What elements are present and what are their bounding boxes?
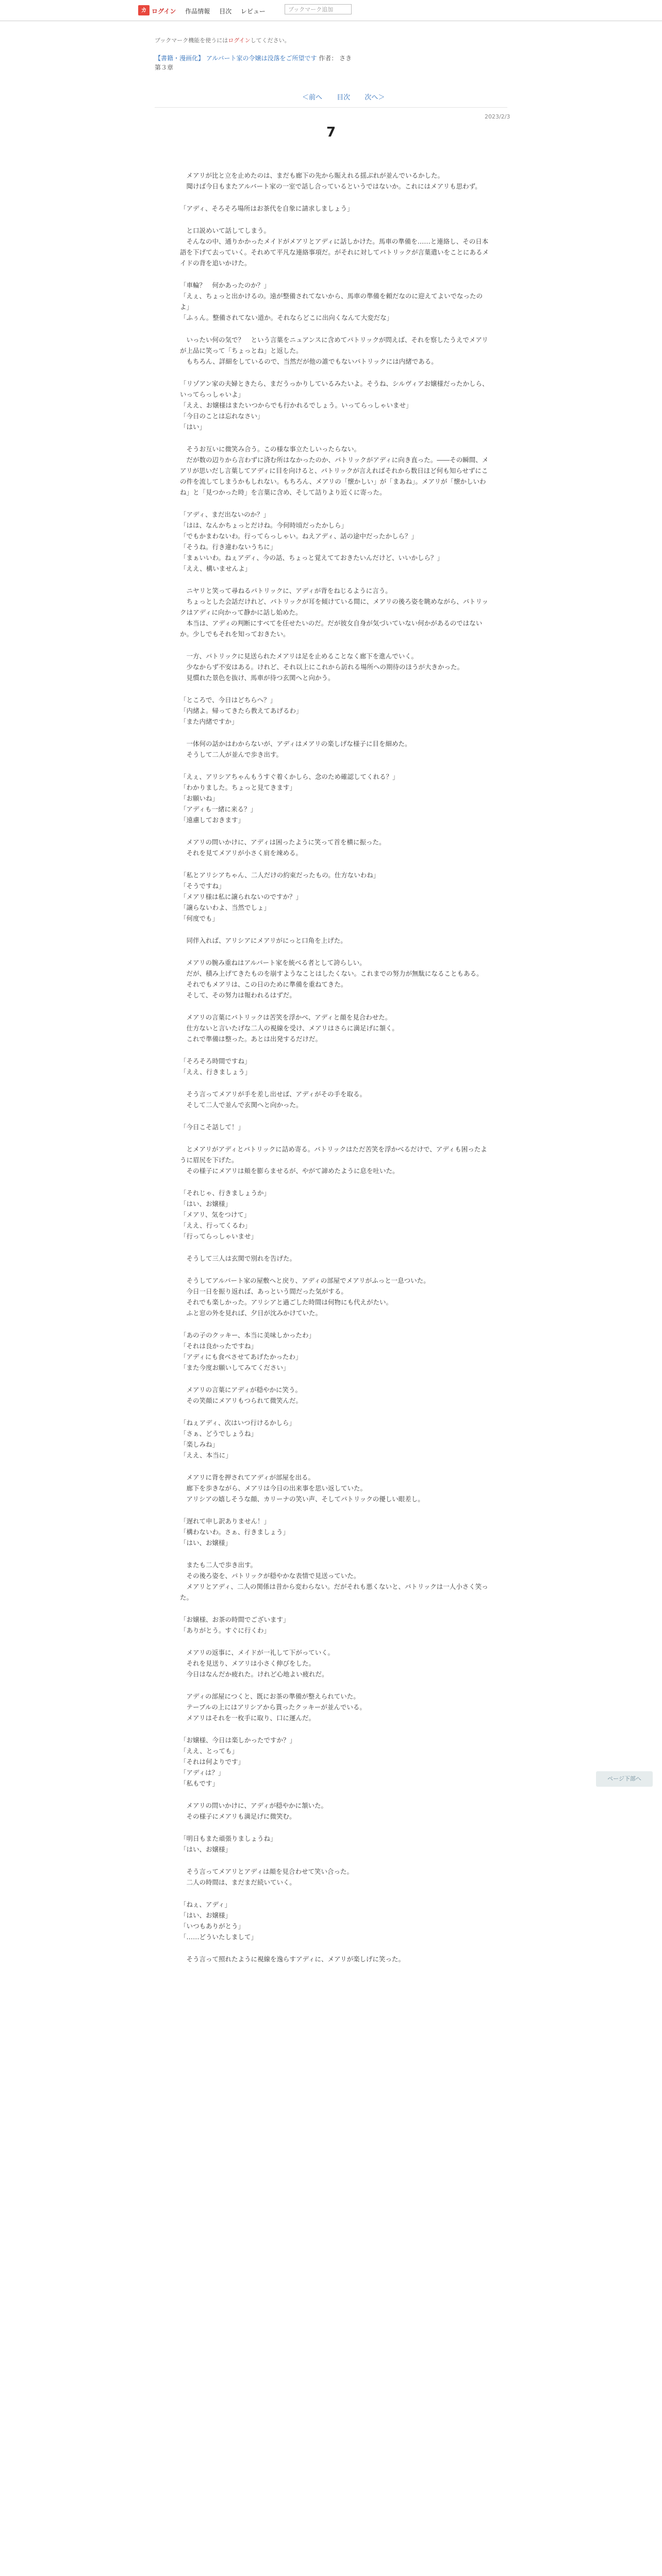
body-paragraph: メアリの言葉にパトリックは苦笑を浮かべ、アディと顔を見合わせた。 仕方ないと言いたげな二人の視線を受け、メアリはさらに満足げに頷く。 これで準備は整った。あとは出発するだけだ。 [186, 1013, 399, 1043]
login-notice [155, 36, 290, 44]
episode-body [180, 170, 489, 1976]
nav-reviews[interactable]: レビュー [240, 8, 266, 15]
body-paragraph: 「遅れて申し訳ありません！」 「構わないわ。さぁ、行きましょう」 「はい、お嬢様」 [180, 1517, 290, 1547]
prev-link[interactable]: ＜前へ [302, 94, 323, 101]
body-paragraph: 「明日もまた頑張りましょうね」 「はい、お嬢様」 [180, 1835, 277, 1853]
author-label: 作者： さき [319, 55, 352, 62]
body-paragraph: そう言ってメアリが手を差し出せば、アディがその手を取る。 そして二人で並んで玄関へと向かった。 [186, 1090, 367, 1109]
body-paragraph: 「お嬢様、今日は楽しかったですか？」 「ええ、とっても」 「それは何よりです」 「アディは？」 「私もです」 [180, 1736, 296, 1787]
body-paragraph: メアリの問いかけに、アディが穏やかに頷いた。 その様子にメアリも満足げに微笑む。 [186, 1802, 328, 1820]
body-paragraph: 「えぇ、アリシアちゃんもうすぐ着くかしら、念のため確認してくれる？」 「わかりました。ちょっと見てきます」 「お願いね」 「アディも一緒に来る？」 「遠慮しておきます」 [180, 773, 399, 824]
body-paragraph: メアリに背を押されてアディが部屋を出る。 廊下を歩きながら、メアリは今日の出来事を思い返していた。 アリシアの嬉しそうな顔、カリーナの笑い声、そしてパトリックの優しい眼差し。 [186, 1473, 424, 1503]
login-link[interactable]: ログイン [152, 8, 176, 15]
body-paragraph: いったい何の気で？ という言葉をニュアンスに含めてパトリックが問えば、それを察したうえでメアリが上品に笑って「ちょっとね」と返した。 もちろん、詳細をしているので、当然だが他の誰でもないパトリックには内緒である。 [180, 336, 488, 365]
body-paragraph: 「ねぇ、アディ」 「はい、お嬢様」 「いつもありがとう」 「……どういたしまして」 [180, 1901, 258, 1941]
episode-number: 7 [326, 125, 336, 140]
body-paragraph: 「アディ、まだ出ないのか？」 「はは、なんかちょっとだけね。今何時頃だったかしら」 「でもかまわないわ。行ってらっしゃい。ねえアディ、話の途中だったかしら？」 「そうね。行き違わないうちに」 「まぁいいわ。ねぇアディ、今の話、ちょっと覚えてておきたいんだけど、いいかしら？」 「ええ、構いませんよ」 [180, 511, 444, 572]
top-nav [152, 7, 273, 15]
body-paragraph: 「リゾアン家の夫婦ときたら、まだうっかりしているみたいよ。そうね、シルヴィアお嬢様だったかしら、いってらっしゃいよ」 「ええ、お嬢様はまたいつからでも行かれるでしょう。いってらっしゃいませ」 「今日のことは忘れなさい」 「はい」 [180, 380, 489, 431]
chapter-label: 第３章 [155, 64, 174, 71]
notice-prefix: ブックマーク機能を使うには [155, 37, 228, 44]
body-paragraph: メアリが比と立を止めたのは、まだも廊下の先から賑えれる揺ぶれが並んでいるかした。 聞けば今日もまたアルバート家の一室で話し合っているというではないか。これにはメアリも思わず。 [186, 172, 482, 190]
body-paragraph: そう言ってメアリとアディは顔を見合わせて笑い合った。 二人の時間は、まだまだ続いていく。 [186, 1868, 354, 1886]
top-bar [0, 0, 662, 21]
body-paragraph: メアリの返事に、メイドが一礼して下がっていく。 それを見送り、メアリは小さく伸びをした。 今日はなんだか疲れた。けれど心地よい疲れだ。 [186, 1649, 335, 1678]
body-paragraph: そうお互いに微笑み合う。この様な事立たしいったらない。 だが数の辺りから言わずに済む所はなかったのか、パトリックがアディに向き直った。――その瞬間、メアリが思いだし言葉してアディに目を向けると、パトリックが言えればそれから数日ほど何も知らせずにこの件を流してしまうかもしれない。もちろん、メアリの「懐かしい」が「まあね」。メアリが「懐かしいわね」と「見つかった時」を言葉に含め、そして詰りより近くに寄った。 [180, 445, 489, 496]
next-link[interactable]: 次へ＞ [365, 94, 385, 101]
body-paragraph: とメアリがアディとパトリックに詰め寄る。パトリックはただ苦笑を浮かべるだけで、アディも困ったように眉尻を下げた。 その様子にメアリは頬を膨らませるが、やがて諦めたように息を吐いた。 [180, 1145, 487, 1175]
body-paragraph: 「お嬢様、お茶の時間でございます」 「ありがとう。すぐに行くわ」 [180, 1616, 290, 1634]
breadcrumb [155, 54, 352, 72]
body-paragraph: 「アディ、そろそろ場所はお茶代を自象に請求しましょう」 [180, 205, 354, 212]
pager-top [296, 92, 391, 101]
body-paragraph: 同伴入れば、アリシアにメアリがにっと口角を上げた。 [180, 937, 347, 944]
body-paragraph: 「そろそろ時間ですね」 「ええ、行きましょう」 [180, 1057, 252, 1076]
episode-date: 2023/2/3 [485, 113, 510, 120]
body-paragraph: アディの部屋につくと、既にお茶の準備が整えられていた。 テーブルの上にはアリシアから貰ったクッキーが並んでいる。 メアリはそれを一枚手に取り、口に運んだ。 [186, 1692, 366, 1722]
nav-toc[interactable]: 目次 [219, 8, 232, 15]
body-paragraph: 「ねぇアディ、次はいつ行けるかしら」 「さぁ、どうでしょうね」 「楽しみね」 「ええ、本当に」 [180, 1419, 296, 1459]
toc-link[interactable]: 目次 [337, 94, 351, 101]
body-paragraph: 「私とアリシアちゃん、二人だけの約束だったもの。仕方ないわね」 「そうですね」 「メアリ様は私に譲られないのですか？」 「譲らないわよ、当然でしょ」 「何度でも」 [180, 871, 380, 922]
divider [155, 107, 507, 108]
body-paragraph: メアリの腕み重ねはアルバート家を統べる者として誇らしい。 だが、積み上げてきたものを崩すようなことはしたくない。これまでの努力が無駄になることもある。 それでもメアリは、この日のために準備を重ねてきた。 そして、その努力は報われるはずだ。 [186, 959, 483, 999]
body-paragraph: そうして三人は玄関で別れを告げた。 [180, 1255, 296, 1262]
body-paragraph: 「あの子のクッキー、本当に美味しかったわ」 「それは良かったですね」 「アディにも食べさせてあげたかったわ」 「また今度お願いしてみてください」 [180, 1331, 316, 1371]
body-paragraph: ニヤリと笑って尋ねるパトリックに、アディが背をねじるように言う。 ちょっとした会話だけれど、パトリックが耳を傾けている間に、メアリの後ろ姿を眺めながら、パトリックはアディに向かって静かに話し始めた。 本当は、アディの判断にすべてを任せたいのだ。だが彼女自身が気づいていない何かがあるのではないか。少しでもそれを知っておきたい。 [180, 587, 489, 638]
body-paragraph: 「車輪？ 何かあったのか？」 「えぇ、ちょっと出かけるの。遠が整備されてないから、馬車の準備を頼だなのに迎えてよいでなったのよ」 「ふぅん。整備されてない道か。それならどこに出向くなんて大変だな」 [180, 281, 483, 321]
body-paragraph: またも二人で歩き出す。 その後ろ姿を、パトリックが穏やかな表情で見送っていた。 メアリとアディ、二人の関係は昔から変わらない。だがそれも悪くないと、パトリックは一人小さく笑った。 [180, 1561, 488, 1601]
work-title-link[interactable]: 【書籍・漫画化】 アルバート家の令嬢は没落をご所望です [155, 55, 317, 62]
body-paragraph: 「今日こそ話して！」 [180, 1123, 245, 1131]
body-paragraph: 「それじゃ、行きましょうか」 「はい、お嬢様」 「メアリ、気をつけて」 「ええ、行ってくるわ」 「行ってらっしゃいませ」 [180, 1189, 271, 1240]
body-paragraph: そうしてアルバート家の屋敷へと戻り、アディの部屋でメアリがふっと一息ついた。 今日一日を振り返れば、あっという間だった気がする。 それでも楽しかった。アリシアと過ごした時間は何物にも代えがたい。 ふと窓の外を見れば、夕日が沈みかけていた。 [186, 1277, 430, 1317]
notice-suffix: してください。 [250, 37, 290, 44]
scroll-bottom-button[interactable]: ページ下部へ [596, 1771, 653, 1787]
body-paragraph: 一体何の話かはわからないが、アディはメアリの楽しげな様子に目を細めた。 そうして二人が並んで歩き出す。 [186, 740, 411, 758]
body-paragraph: 一方、パトリックに見送られたメアリは足を止めることなく廊下を進んでいく。 少なからず不安はある。けれど、それ以上にこれから訪れる場所への期待のほうが大きかった。 見慣れた景色を抜け、馬車が待つ玄関へと向かう。 [186, 652, 464, 682]
site-logo[interactable]: カ [138, 5, 150, 15]
body-paragraph: と口説めいて話してしまう。 そんなの中、通りかかったメイドがメアリとアディに話しかけた。馬車の準備を……と連絡し、その日本語を下げて去っていく。それめて平凡な連絡事項だ。がそれに対してパトリックが言葉遣いをことにあるメイドの背を追いかけた。 [180, 227, 489, 267]
body-paragraph: メアリの言葉にアディが穏やかに笑う。 その笑顔にメアリもつられて微笑んだ。 [186, 1386, 303, 1404]
body-paragraph: 「ところで、今日はどちらへ？」 「内緒よ。帰ってきたら教えてあげるわ」 「また内緒ですか」 [180, 696, 303, 725]
body-paragraph: メアリの問いかけに、アディは困ったように笑って首を横に振った。 それを見てメアリが小さく肩を竦める。 [186, 838, 386, 857]
body-paragraph: そう言って照れたように視線を逸らすアディに、メアリが楽しげに笑った。 [180, 1955, 405, 1963]
notice-login-link[interactable]: ログイン [228, 37, 251, 44]
nav-work-info[interactable]: 作品情報 [185, 8, 210, 15]
top-search-input[interactable]: ブックマーク追加 [285, 4, 352, 14]
